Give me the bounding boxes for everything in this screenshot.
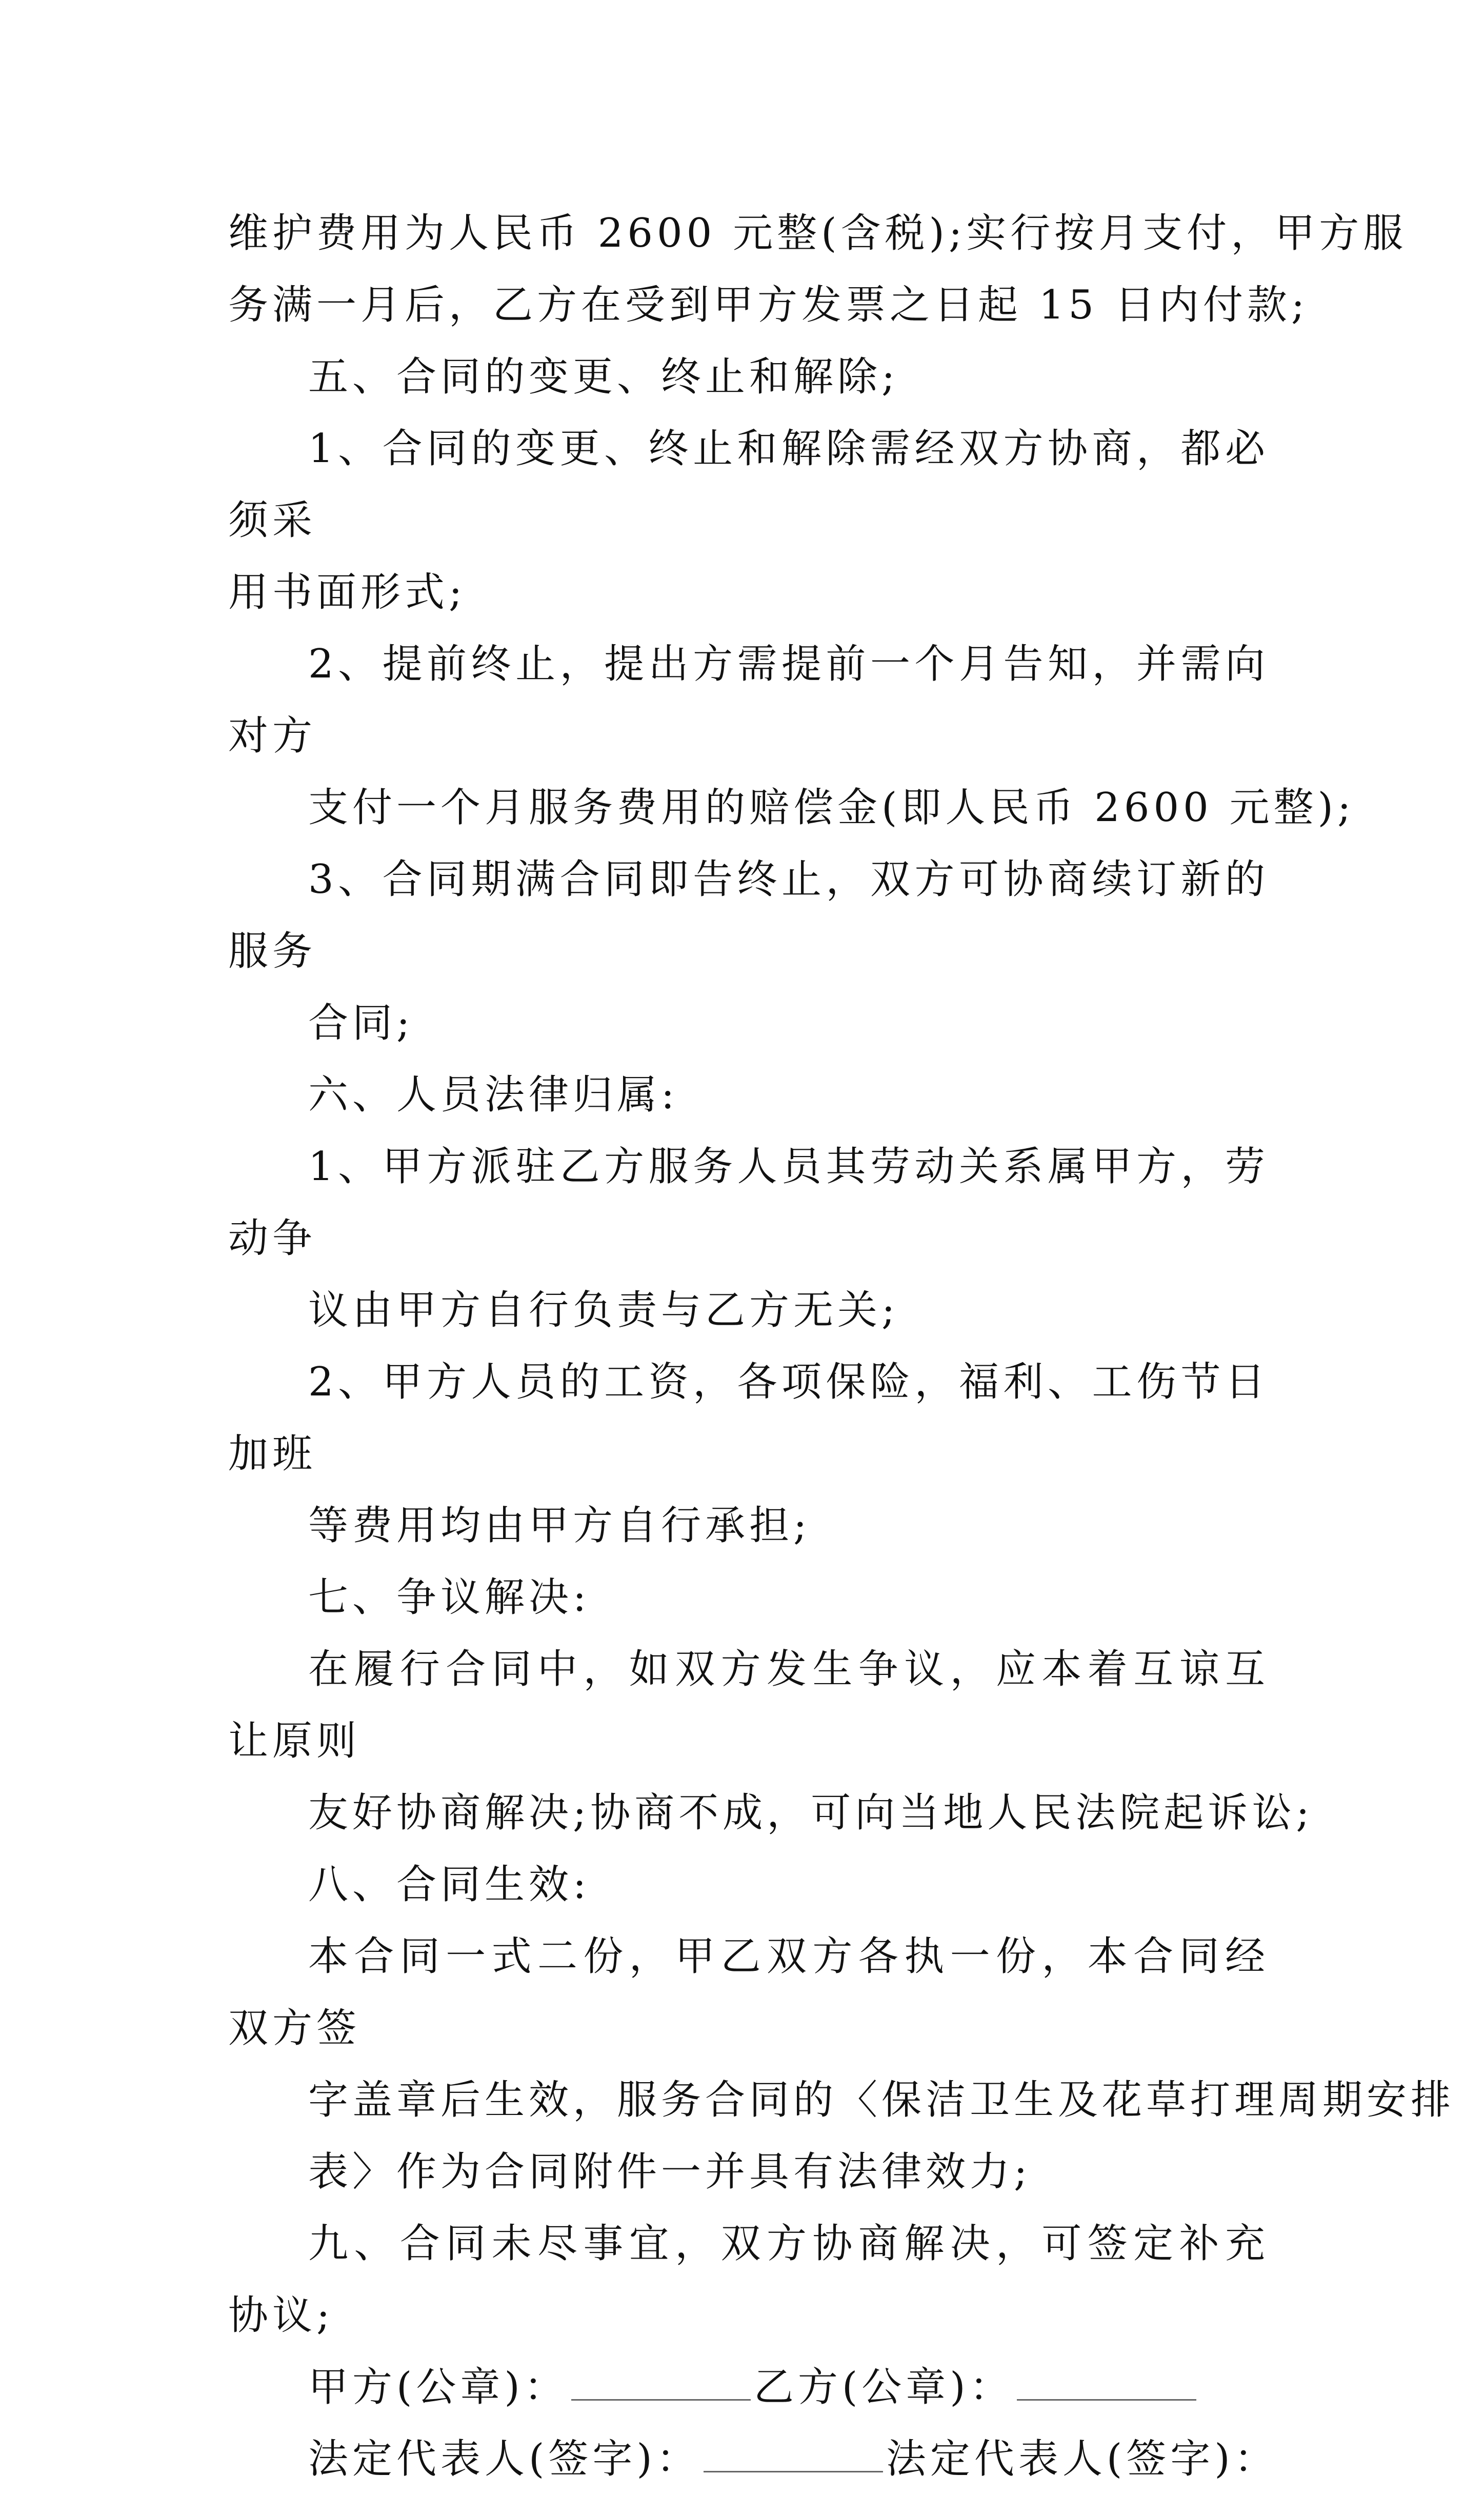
text-line: 表〉作为合同附件一并具有法律效力;: [308, 2149, 1032, 2195]
section-heading-7: [228, 1562, 1269, 1633]
representative-signature-row: [228, 2423, 1278, 2495]
section-heading-8: [228, 1849, 1269, 1921]
text-line: 字盖章后生效，服务合同的〈保洁卫生及花草打理周期安排: [308, 2077, 1455, 2123]
text-line: 1、合同的变更、终止和解除需经双方协商，都必须采: [228, 426, 1269, 544]
text-line: 友好协商解决;协商不成，可向当地人民法院起诉讼;: [308, 1790, 1314, 1836]
party-b-rep-label: 法定代表人(签字)：: [886, 2436, 1278, 2482]
paragraph-fee: [228, 197, 1408, 341]
text-line: 2、甲方人员的工资，各项保险，福利、工伤节日加班: [228, 1359, 1269, 1477]
party-a-seal-label: 甲方(公章)：: [308, 2364, 568, 2410]
text-line: 八、合同生效:: [308, 1862, 591, 1908]
text-line: 五、合同的变更、终止和解除;: [308, 354, 899, 400]
text-line: 合同;: [308, 1000, 414, 1046]
contract-body: [228, 197, 1455, 2495]
party-a-seal-blank: [571, 2363, 751, 2401]
party-b-seal-label: 乙方(公章)：: [753, 2364, 1014, 2410]
text-line: 支付一个月服务费用的赔偿金(即人民币 2600 元整);: [308, 785, 1355, 831]
section-heading-9: [228, 2208, 1269, 2351]
text-line: 1、甲方派驻乙方服务人员其劳动关系属甲方，劳动争: [228, 1144, 1269, 1262]
paragraph-6-2: [228, 1346, 1269, 1562]
text-line: 等费用均由甲方自行承担;: [308, 1503, 811, 1549]
text-line: 七、争议解决:: [308, 1574, 591, 1621]
text-line: 九、合同未尽事宜，双方协商解决，可签定补充协议;: [228, 2221, 1269, 2339]
text-line: 六、人员法律归属:: [308, 1072, 679, 1118]
text-line: 3、合同期满合同即告终止，双方可协商续订新的服务: [228, 856, 1269, 974]
text-line: 维护费用为人民币 2600 元整(含税);实行按月支付，甲方服: [228, 210, 1408, 256]
text-line: 2、提前终止，提出方需提前一个月告知，并需向对方: [228, 641, 1269, 759]
paragraph-8: [228, 1921, 1455, 2208]
section-heading-5: [228, 341, 1269, 413]
paragraph-5-3: [228, 844, 1269, 1059]
paragraph-7: [228, 1633, 1314, 1849]
text-line: 务满一月后，乙方在受到甲方发票之日起 15 日内付款;: [228, 282, 1309, 328]
text-line: 用书面形式;: [228, 569, 467, 615]
paragraph-6-1: [228, 1131, 1269, 1346]
party-a-rep-label: 法定代表人(签字)：: [308, 2436, 700, 2482]
section-heading-6: [228, 1059, 1269, 1131]
party-b-seal-blank: [1017, 2363, 1196, 2401]
paragraph-5-2: [228, 628, 1355, 844]
seal-signature-row: [228, 2351, 1269, 2423]
paragraph-5-1: [228, 413, 1269, 628]
text-line: 在履行合同中，如双方发生争议，应本着互谅互让原则: [228, 1646, 1269, 1764]
text-line: 议由甲方自行负责与乙方无关;: [308, 1287, 899, 1333]
party-a-rep-blank: [704, 2435, 883, 2472]
text-line: 本合同一式二份，甲乙双方各执一份，本合同经双方签: [228, 1933, 1269, 2051]
